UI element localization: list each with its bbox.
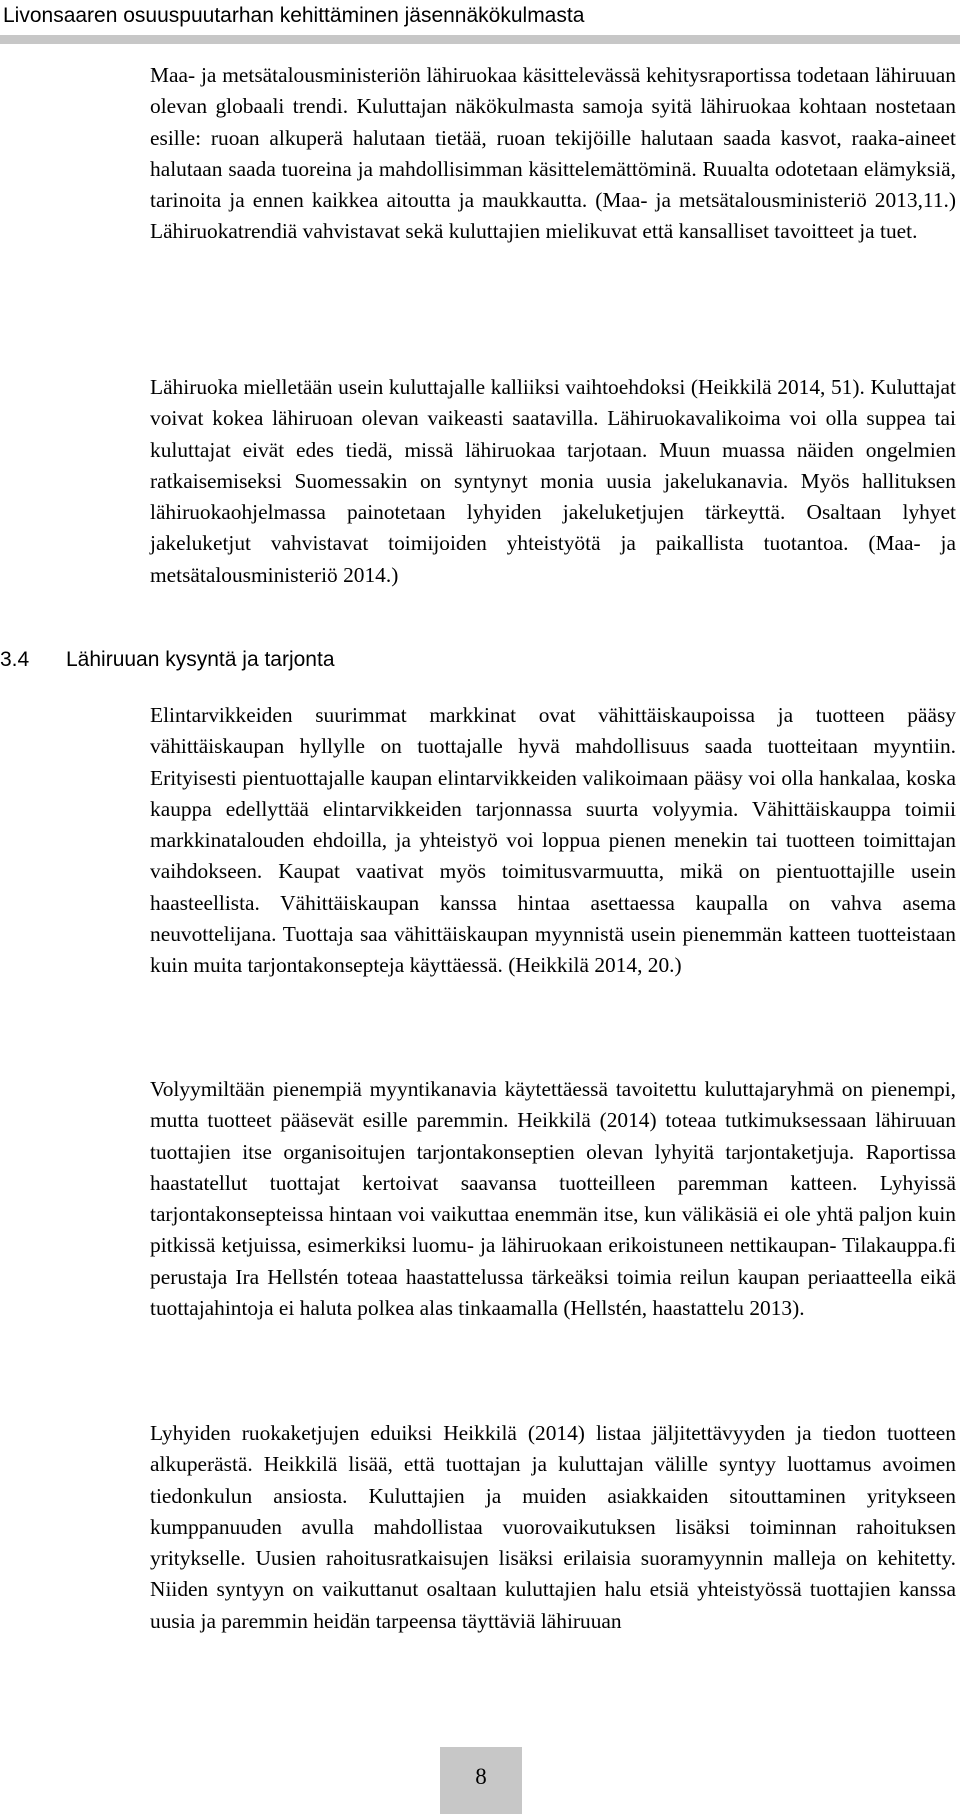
document-title: Livonsaaren osuuspuutarhan kehittäminen jäsennäkökulmasta: [3, 4, 585, 27]
paragraph-global-trend: Maa- ja metsätalousministeriön lähiruokaa käsittelevässä kehitysraportissa todetaan lähiruuan olevan globaali trendi. Kuluttajan näkökulmasta samoja syitä lähiruokaa kohtaan nostetaan esille: ruoan alkuperä halutaan tietää, ruoan tekijöille halutaan saada kasvot, raaka-aineet halutaan saada tuoreina ja mahdollisimman käsittelemättöminä. Ruualta odotetaan elämyksiä, tarinoita ja ennen kaikkea aitoutta ja maukkautta. (Maa- ja metsätalousministeriö 2013,11.) Lähiruokatrendiä vahvistavat sekä kuluttajien mielikuvat että kansalliset tavoitteet ja tuet.: [150, 63, 956, 244]
paragraph-smaller-channels: Volyymiltään pienempiä myyntikanavia käytettäessä tavoitettu kuluttajaryhmä on pienempi, mutta tuotteet pääsevät esille paremmin. Heikkilä (2014) toteaa tutkimuksessaan lähiruuan tuottajien itse organisoitujen tarjontakonseptien olevan lyhyitä tarjontaketjuja. Raportissa haastatellut tuottajat kertoivat saavansa tuotteilleen paremman katteen. Lyhyissä tarjontakonsepteissa hintaan voi vaikuttaa enemmän itse, kun välikäsiä ei ole yhtä paljon kuin pitkissä ketjuissa, esimerkiksi luomu- ja lähiruokaan erikoistuneen nettikaupan- Tilakauppa.fi perustaja Ira Hellstén toteaa haastattelussa tärkeäksi toimia reilun kaupan periaatteella eikä tuottajahintoja ei haluta polkea alas tinkaamalla (Hellstén, haastattelu 2013).: [150, 1077, 956, 1320]
page-number-label: 8: [475, 1764, 487, 1789]
paragraph-short-chains: Lyhyiden ruokaketjujen eduiksi Heikkilä (2014) listaa jäljitettävyyden ja tiedon tuotteen alkuperästä. Heikkilä lisää, että tuottajan ja kuluttajan välille syntyy luottamus avoimen tiedonkulun ansiosta. Kuluttajien ja muiden asiakkaiden sitouttaminen yritykseen kumppanuuden avulla mahdollistaa vuorovaikutuksen lisäksi toiminnan rahoituksen yritykselle. Uusien rahoitusratkaisujen lisäksi erilaisia suoramyynnin malleja on kehitetty. Niiden syntyyn on vaikuttanut osaltaan kuluttajien halu etsiä yhteistyössä tuottajien kanssa uusia ja paremmin heidän tarpeensa täyttäviä lähiruuan: [150, 1421, 956, 1633]
section-heading: [0, 645, 900, 675]
paragraph-price-availability: Lähiruoka mielletään usein kuluttajalle kalliiksi vaihtoehdoksi (Heikkilä 2014, 51). Kuluttajat voivat kokea lähiruoan olevan vaikeasti saatavilla. Lähiruokavalikoima voi olla suppea tai kuluttajat eivät edes tiedä, missä lähiruokaa tarjotaan. Muun muassa näiden ongelmien ratkaisemiseksi Suomessakin on syntynyt monia uusia jakelukanavia. Myös hallituksen lähiruokaohjelmassa painotetaan lyhyiden jakeluketjujen tärkeyttä. Osaltaan lyhyet jakeluketjut vahvistavat toimijoiden yhteistyötä ja paikallista tuotantoa. (Maa- ja metsätalousministeriö 2014.): [150, 375, 956, 587]
section-number: 3.4: [0, 648, 30, 671]
section-title: Lähiruuan kysyntä ja tarjonta: [66, 648, 335, 671]
page-number: [440, 1747, 522, 1814]
paragraph-retail-markets: Elintarvikkeiden suurimmat markkinat ovat vähittäiskaupoissa ja tuotteen pääsy vähittäiskaupan hyllylle on tuottajalle hyvä mahdollisuus saada tuotteitaan myyntiin. Erityisesti pientuottajalle kaupan elintarvikkeiden valikoimaan pääsy voi olla hankalaa, koska kauppa edellyttää elintarvikkeiden tarjonnassa suurta volyymia. Vähittäiskauppa toimii markkinatalouden ehdoilla, ja yhteistyö voi loppua pienen menekin tai tuotteen toimittajan vaihdokseen. Kaupat vaativat myös toimitusvarmuutta, mikä on pientuottajille usein haasteellista. Vähittäiskaupan kanssa hintaa asettaessa kaupalla on vahva asema neuvottelijana. Tuottaja saa vähittäiskaupan myynnistä usein pienemmän katteen tuotteistaan kuin muita tarjontakonsepteja käyttäessä. (Heikkilä 2014, 20.): [150, 703, 956, 977]
running-header: [0, 0, 960, 44]
